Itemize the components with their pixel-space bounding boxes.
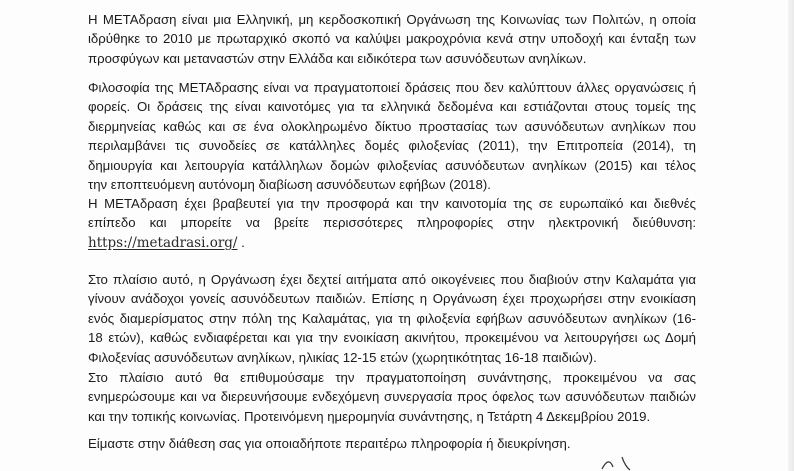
text-line: Η ΜΕΤΑδραση είναι μια Ελληνική, μη κερδοσκοπική Οργάνωση της Κοινωνίας των Πολιτών, η οποία	[88, 12, 696, 27]
text-line: διερμηνείας καθώς και σε ένα ολοκληρωμένο δίκτυο προστασίας των ασυνόδευτων ανηλίκων που	[88, 118, 696, 134]
paragraph-meeting-request	[88, 368, 696, 426]
text-line: την εποπτευόμενη αυτόνομη διαβίωση ασυνόδευτων εφήβων (2018).	[88, 177, 491, 193]
text-line: προσφύγων και μεταναστών στην Ελλάδα και ειδικότερα των ασυνόδευτων ανηλίκων.	[88, 50, 587, 66]
text-line: φορείς. Οι δράσεις της είναι καινοτόμες για τα ελληνικά δεδομένα και εστιάζονται στους τομείς της	[88, 99, 696, 115]
text-line: ενημερώσουμε και να διερευνήσουμε ενδεχόμενη συνεργασία προς όφελος των ασυνόδευτων παιδιών	[88, 389, 696, 405]
text-line: 18 ετών), καθώς ενδιαφέρεται και για την ενοικίαση ακινήτου, προκειμένου να λειτουργήσει ως Δομή	[88, 330, 696, 346]
text-line: ιδρύθηκε το 2010 με πρωταρχικό σκοπό να καλύψει μακροχρόνια κενά στην υποδοχή και ένταξη των	[88, 31, 696, 47]
paragraph-closing	[88, 434, 696, 453]
text-line: Φιλοσοφία της ΜΕΤΑδρασης είναι να πραγματοποιεί δράσεις που δεν καλύπτουν άλλες οργανώσεις ή	[88, 80, 696, 95]
text-line: Είμαστε στην διάθεση σας για οποιαδήποτε περαιτέρω πληροφορία ή διευκρίνηση.	[88, 436, 571, 451]
website-link[interactable]: https://metadrasi.org/	[88, 234, 238, 251]
page-edge	[788, 0, 794, 471]
text-line: Στο πλαίσιο αυτό, η Οργάνωση έχει δεχτεί αιτήματα από οικογένειες που διαβιούν στην Καλαμάτα για	[88, 272, 696, 287]
link-suffix: .	[237, 234, 245, 250]
paragraph-awards	[88, 194, 696, 253]
text-line: γίνουν ανάδοχοι γονείς ασυνόδευτων παιδιών. Επίσης η Οργάνωση έχει προχωρήσει στην ενοικίαση	[88, 291, 696, 307]
text-line: επίπεδο και μπορείτε να βρείτε περισσότερες πληροφορίες στην ηλεκτρονική διεύθυνση:	[88, 215, 696, 231]
paragraph-about-organization	[88, 10, 696, 68]
text-line: Η ΜΕΤΑδραση έχει βραβευτεί για την προσφορά και την καινοτομία της σε ευρωπαϊκό και διεθνές	[88, 196, 696, 211]
signature-mark	[600, 455, 640, 471]
paragraph-philosophy	[88, 78, 696, 194]
text-line: περιλαμβάνει τις συνοδείες σε κατάλληλες δομές φιλοξενίας (2011), την Επιτροπεία (2014), τη	[88, 138, 696, 154]
text-line: Στο πλαίσιο αυτό θα επιθυμούσαμε την πραγματοποίηση συνάντησης, προκειμένου να σας	[88, 370, 696, 385]
paragraph-kalamata	[88, 270, 696, 367]
text-line: Φιλοξενίας ασυνόδευτων ανηλίκων, ηλικίας 12-15 ετών (χωρητικότητας 16-18 παιδιών).	[88, 349, 597, 365]
text-line: ενός διαμερίσματος στην πόλη της Καλαμάτας, για τη φιλοξενία εφήβων ασυνόδευτων ανηλίκων (16-	[88, 310, 696, 326]
link-line	[88, 233, 696, 253]
text-line: δημιουργία και λειτουργία κατάλληλων δομών φιλοξενίας ασυνόδευτων ανηλίκων (2015) και τέλος	[88, 157, 696, 173]
text-line: και την τοπικής κοινωνίας. Προτεινόμενη ημερομηνία συνάντησης, η Τετάρτη 4 Δεκεμβρίου 2019.	[88, 408, 651, 424]
